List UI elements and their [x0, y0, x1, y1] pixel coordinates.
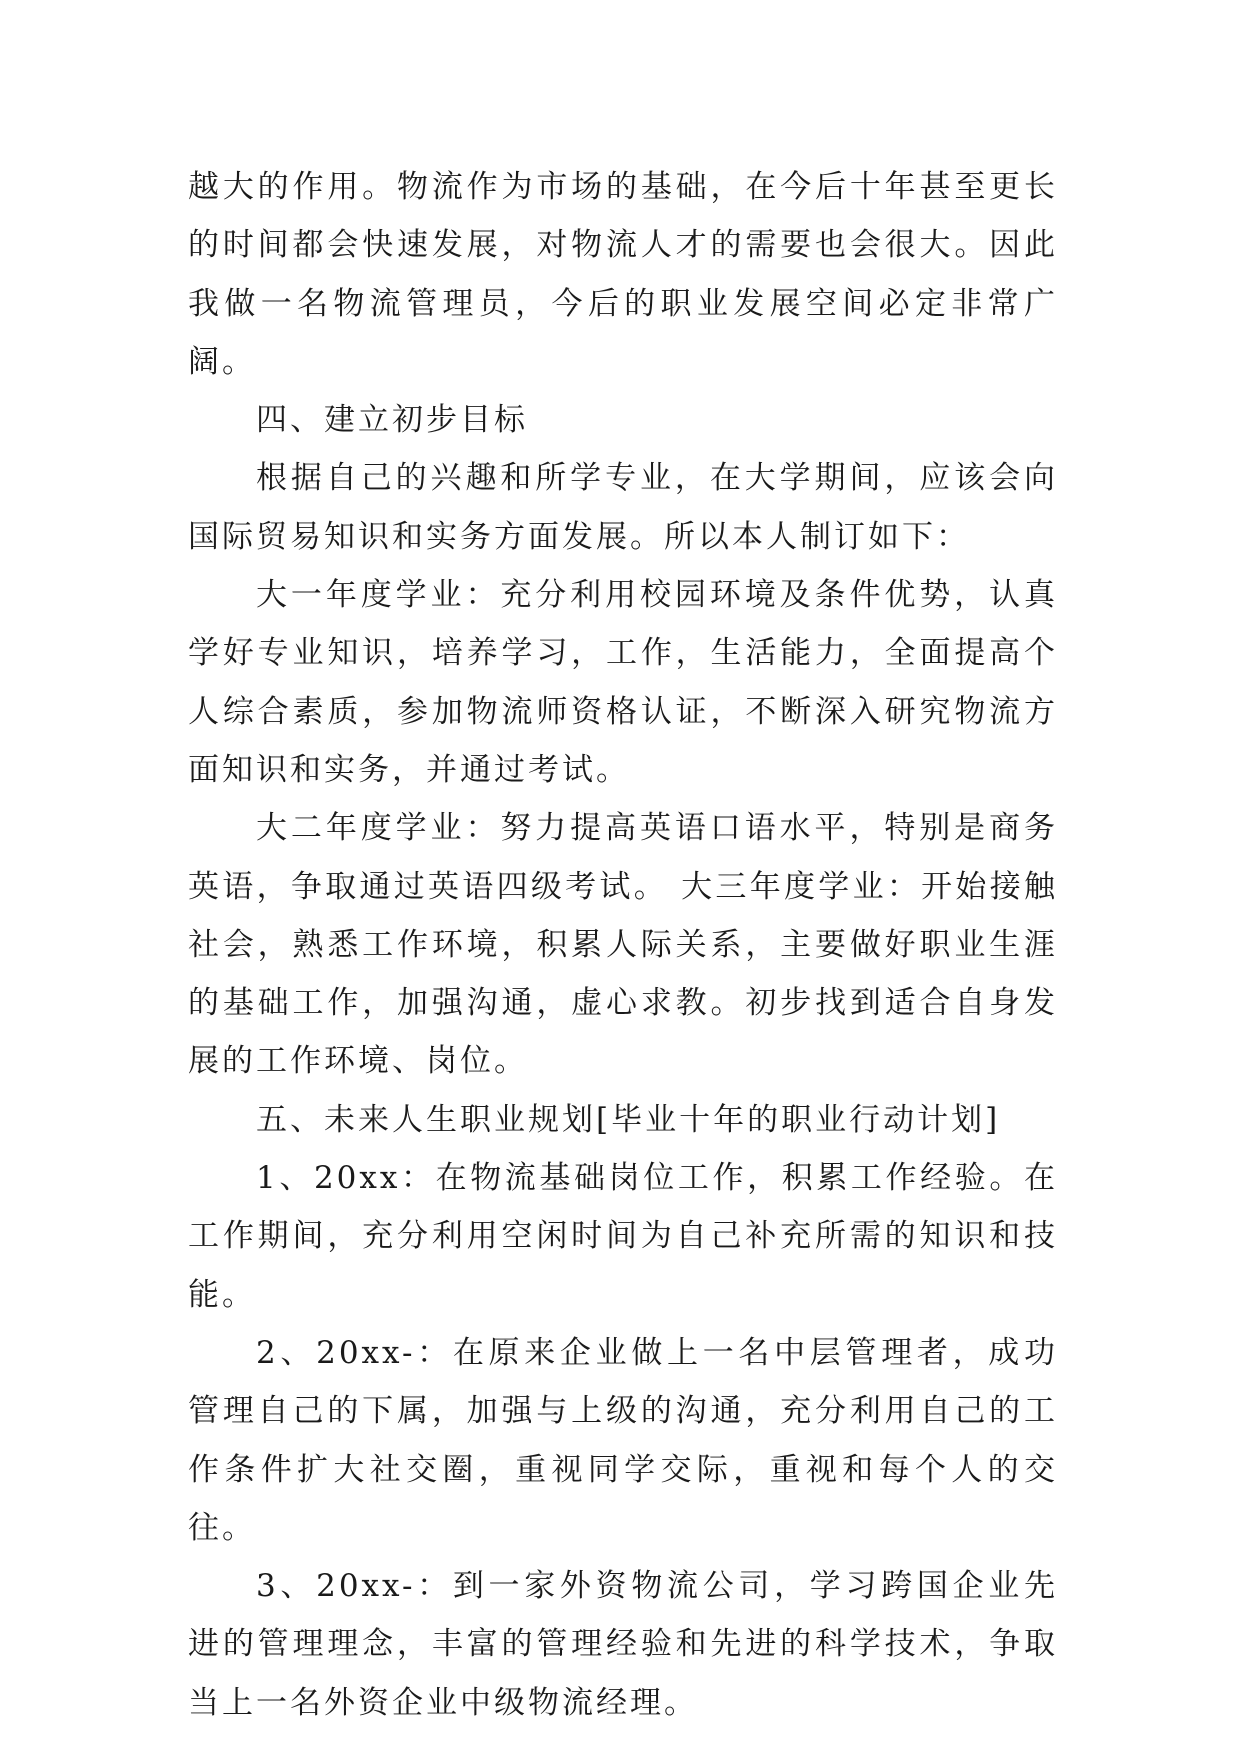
paragraph-goal-intro: 根据自己的兴趣和所学专业，在大学期间，应该会向国际贸易知识和实务方面发展。所以本人制订如下： [188, 460, 1058, 555]
plan-item-3: 3、20xx-：到一家外资物流公司，学习跨国企业先进的管理理念，丰富的管理经验和先进的科学技术，争取当上一名外资企业中级物流经理。 [188, 1568, 1058, 1721]
document-body [188, 158, 1058, 1732]
plan-item-2: 2、20xx-：在原来企业做上一名中层管理者，成功管理自己的下属，加强与上级的沟通，充分利用自己的工作条件扩大社交圈，重视同学交际，重视和每个人的交往。 [188, 1334, 1058, 1546]
section-heading-4: 四、建立初步目标 [256, 402, 528, 439]
paragraph-year-two-three: 大二年度学业：努力提高英语口语水平，特别是商务英语，争取通过英语四级考试。 大三年度学业：开始接触社会，熟悉工作环境，积累人际关系，主要做好职业生涯的基础工作，加强沟通，虚心求教。初步找到适合自身发展的工作环境、岗位。 [188, 810, 1058, 1080]
paragraph-year-one: 大一年度学业：充分利用校园环境及条件优势，认真学好专业知识，培养学习，工作，生活能力，全面提高个人综合素质，参加物流师资格认证，不断深入研究物流方面知识和实务，并通过考试。 [188, 577, 1058, 788]
plan-item-1: 1、20xx：在物流基础岗位工作，积累工作经验。在工作期间，充分利用空闲时间为自己补充所需的知识和技能。 [188, 1160, 1058, 1313]
section-heading-5: 五、未来人生职业规划[毕业十年的职业行动计划] [256, 1101, 1001, 1138]
paragraph-continuation: 越大的作用。物流作为市场的基础，在今后十年甚至更长的时间都会快速发展，对物流人才的需要也会很大。因此我做一名物流管理员，今后的职业发展空间必定非常广阔。 [188, 169, 1058, 380]
